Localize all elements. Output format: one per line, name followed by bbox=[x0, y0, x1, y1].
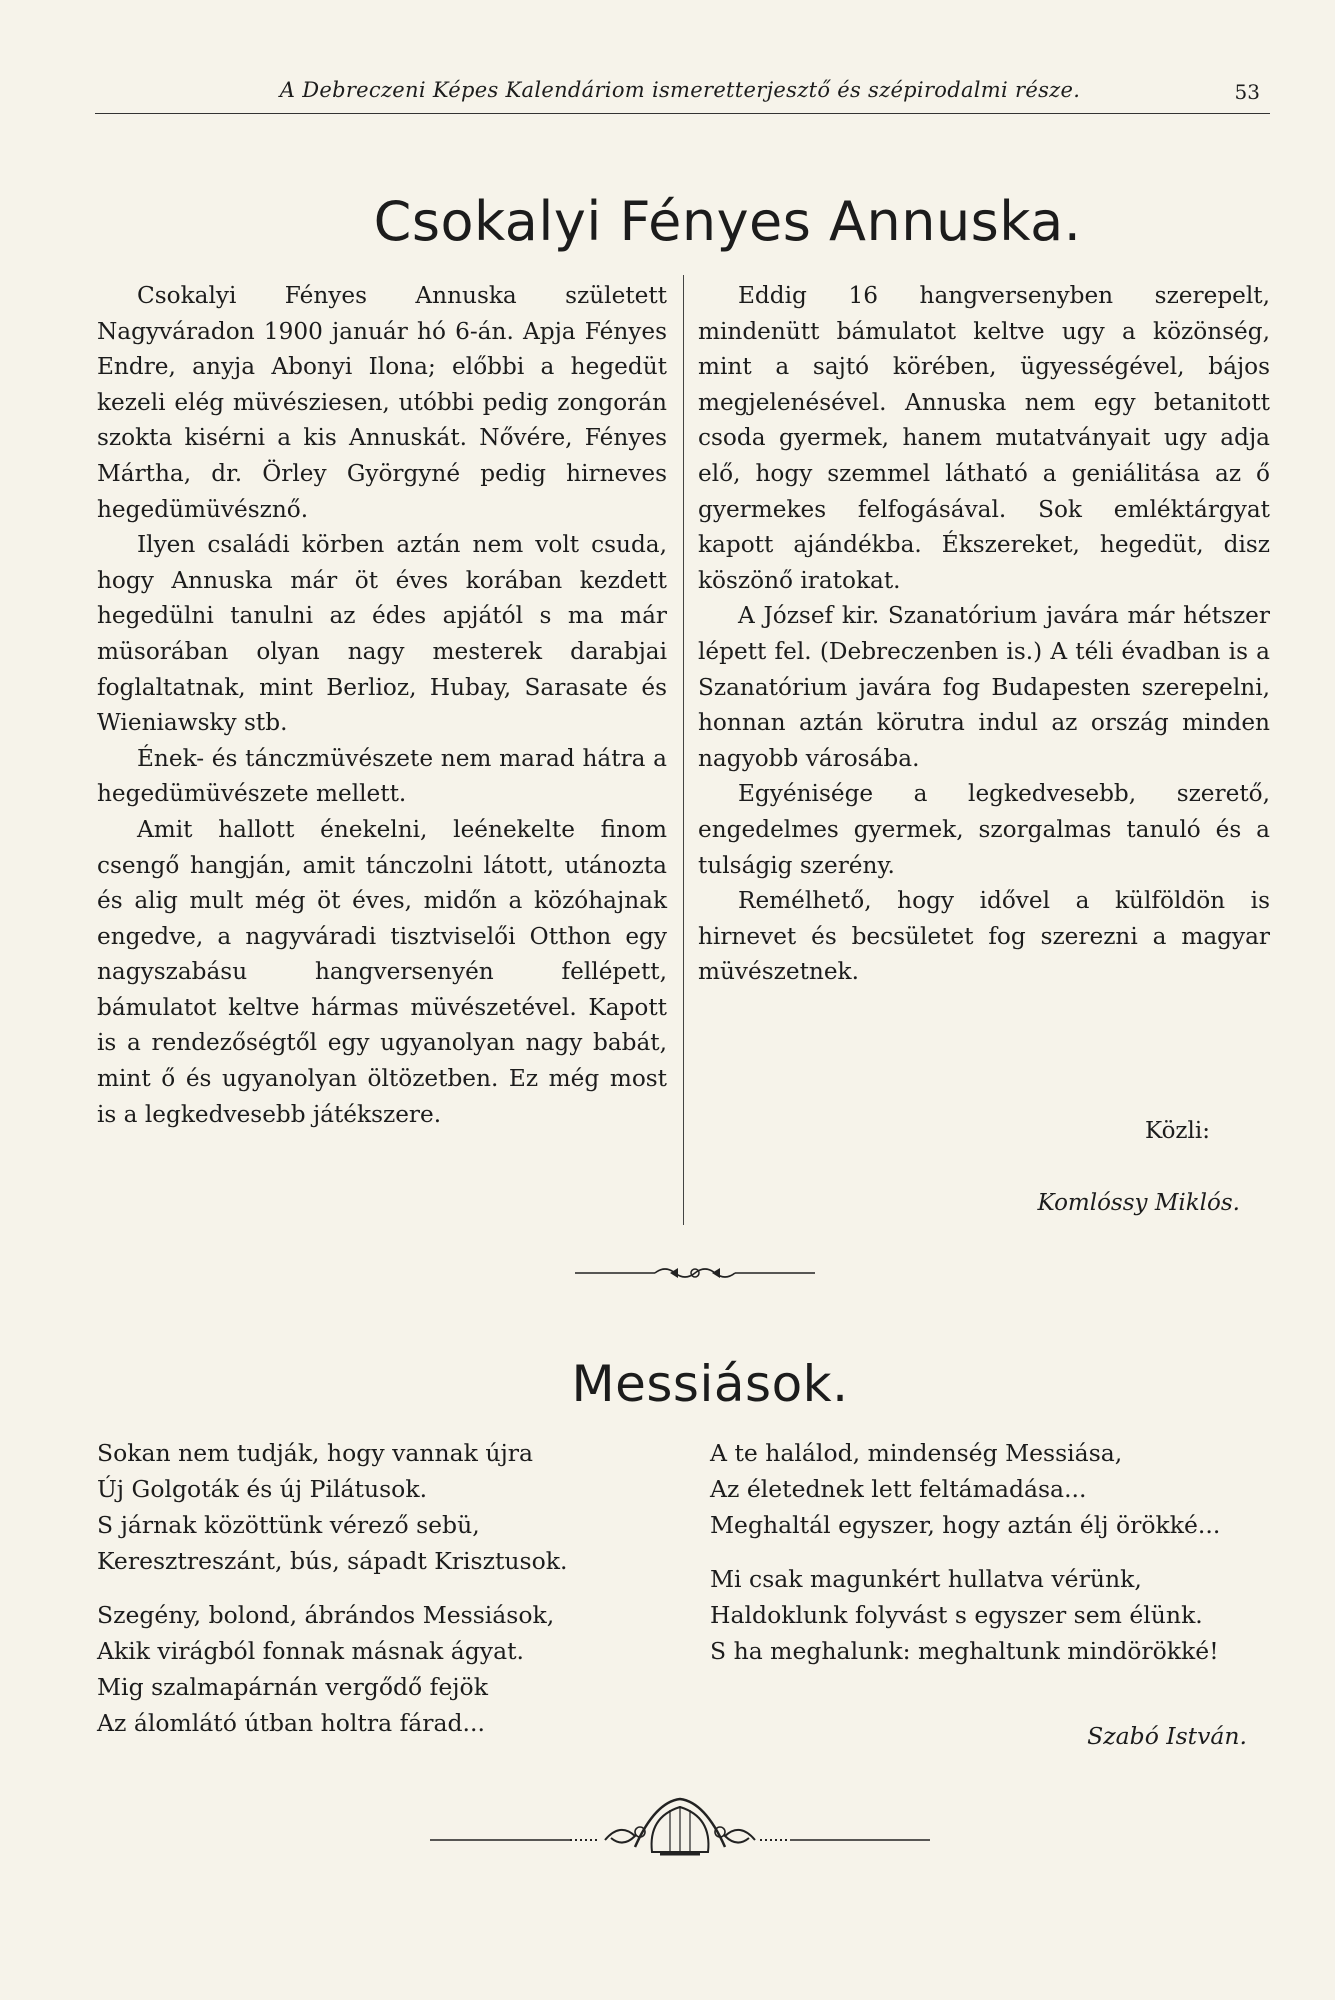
stanza bbox=[710, 1561, 1220, 1669]
divider-ornament-icon bbox=[575, 1262, 815, 1284]
poem-line: Szegény, bolond, ábrándos Messiások, bbox=[97, 1601, 555, 1629]
header-rule bbox=[95, 113, 1270, 114]
poem-left-column bbox=[97, 1435, 567, 1759]
article-right-column bbox=[698, 278, 1270, 990]
stanza bbox=[710, 1435, 1220, 1543]
poem-title: Messiások. bbox=[571, 1355, 849, 1413]
article-title: Csokalyi Fényes Annuska. bbox=[373, 190, 1082, 253]
paragraph: Eddig 16 hangversenyben szerepelt, mindenütt bámulatot keltve ugy a közönség, mint a sajtó körében, ügyességével, bájos megjelenésével. Annuska nem egy betanitott csoda gyermek, hanem mutatványait ugy adja elő, hogy szemmel látható a geniálitása az ő gyermekes felfogásával. Sok emléktárgyat kapott ajándékba. Ékszereket, hegedüt, disz köszönő iratokat. bbox=[698, 282, 1270, 594]
running-title: A Debreczeni Képes Kalendáriom ismeretterjesztő és szépirodalmi része. bbox=[279, 78, 1081, 102]
paragraph: Remélhető, hogy idővel a külföldön is hirnevet és becsületet fog szerezni a magyar müvészetnek. bbox=[698, 887, 1270, 986]
poem-line: Az álomlátó útban holtra fárad... bbox=[97, 1709, 485, 1737]
column-divider bbox=[683, 275, 684, 1225]
poem-line: Mi csak magunkért hullatva vérünk, bbox=[710, 1565, 1142, 1593]
poem-line: S járnak közöttünk vérező sebü, bbox=[97, 1511, 480, 1539]
paragraph: A József kir. Szanatórium javára már hétszer lépett fel. (Debreczenben is.) A téli évadban is a Szanatórium javára fog Budapesten szerepelni, honnan aztán körutra indul az ország minden nagyobb városába. bbox=[698, 602, 1270, 772]
poem-line: Akik virágból fonnak másnak ágyat. bbox=[97, 1637, 524, 1665]
article-author: Komlóssy Miklós. bbox=[1037, 1190, 1240, 1216]
running-header bbox=[95, 78, 1265, 102]
paragraph: Ének- és tánczmüvészete nem marad hátra a hegedümüvészete mellett. bbox=[97, 744, 667, 808]
poem-right-column bbox=[710, 1435, 1220, 1687]
poem-line: Sokan nem tudják, hogy vannak újra bbox=[97, 1439, 534, 1467]
stanza bbox=[97, 1435, 567, 1579]
poem-line: S ha meghalunk: meghaltunk mindörökké! bbox=[710, 1637, 1219, 1665]
lyre-ornament-icon bbox=[430, 1792, 930, 1867]
paragraph: Ilyen családi körben aztán nem volt csuda, hogy Annuska már öt éves korában kezdett hegedülni tanulni az édes apjától s ma már müsorában olyan nagy mesterek darabjai foglaltatnak, mint Berlioz, Hubay, Sarasate és Wieniawsky stb. bbox=[97, 531, 667, 737]
poem-line: Új Golgoták és új Pilátusok. bbox=[97, 1475, 428, 1503]
paragraph: Amit hallott énekelni, leénekelte finom csengő hangján, amit tánczolni látott, utánozta és alig mult még öt éves, midőn a közóhajnak engedve, a nagyváradi tisztviselői Otthon egy nagyszabásu hangversenyén fellépett, bámulatot keltve hármas müvészetével. Kapott is a rendezőségtől egy ugyanolyan nagy babát, mint ő és ugyanolyan öltözetben. Ez még most is a legkedvesebb játékszere. bbox=[97, 815, 667, 1128]
poem-line: Meghaltál egyszer, hogy aztán élj örökké... bbox=[710, 1511, 1221, 1539]
article-left-column bbox=[97, 278, 667, 1132]
paragraph: Csokalyi Fényes Annuska született Nagyváradon 1900 január hó 6-án. Apja Fényes Endre, anyja Abonyi Ilona; előbbi a hegedüt kezeli elég müvésziesen, utóbbi pedig zongorán szokta kisérni a kis Annuskát. Nővére, Fényes Mártha, dr. Örley Györgyné pedig hirneves hegedümüvésznő. bbox=[97, 282, 667, 523]
communicated-label: Közli: bbox=[1145, 1118, 1210, 1144]
poem-line: Az életednek lett feltámadása... bbox=[710, 1475, 1087, 1503]
stanza bbox=[97, 1597, 567, 1741]
poem-line: Keresztreszánt, bús, sápadt Krisztusok. bbox=[97, 1547, 568, 1575]
poem-line: Haldoklunk folyvást s egyszer sem élünk. bbox=[710, 1601, 1203, 1629]
poem-author: Szabó István. bbox=[1087, 1722, 1247, 1750]
poem-line: A te halálod, mindenség Messiása, bbox=[710, 1439, 1123, 1467]
paragraph: Egyénisége a legkedvesebb, szerető, engedelmes gyermek, szorgalmas tanuló és a tulságig szerény. bbox=[698, 780, 1270, 879]
page-number: 53 bbox=[1234, 80, 1260, 104]
poem-line: Mig szalmapárnán vergődő fejök bbox=[97, 1673, 488, 1701]
